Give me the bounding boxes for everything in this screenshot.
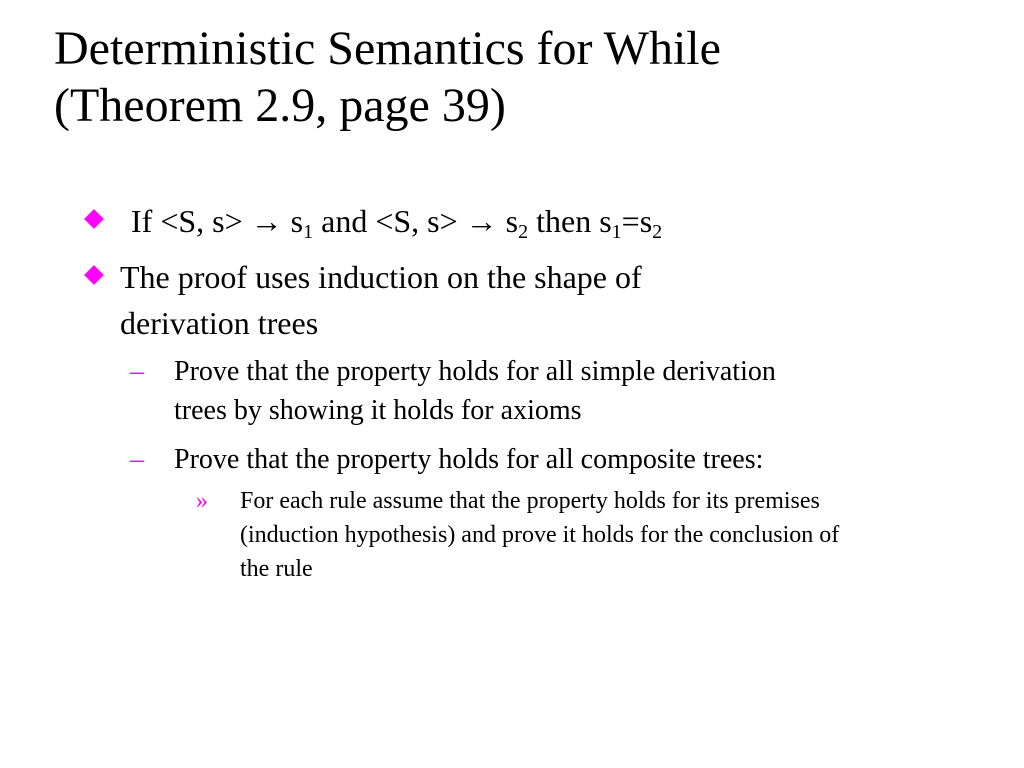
slide-title-line-2: (Theorem 2.9, page 39) [54, 79, 506, 132]
bullet-text-line: derivation trees [120, 305, 319, 341]
formula-part-1: If <S, s> → s [131, 203, 304, 239]
diamond-bullet-icon [84, 265, 104, 285]
formula-subscript-2: 2 [518, 221, 529, 243]
slide-title-line-1: Deterministic Semantics for While [54, 22, 721, 75]
dash-bullet-icon: – [130, 356, 144, 387]
dash-bullet-icon: – [130, 444, 144, 475]
formula-subscript-4: 2 [652, 221, 663, 243]
bullet-text-line: The proof uses induction on the shape of [120, 259, 642, 295]
proof-steps-list [120, 352, 982, 586]
diamond-bullet-icon [84, 209, 104, 229]
theorem-formula [131, 198, 982, 244]
formula-part-2: and <S, s> → s [313, 203, 519, 239]
composite-details-list [174, 484, 982, 586]
formula-subscript-1: 1 [303, 221, 314, 243]
bullet-proof-method [82, 254, 982, 586]
proof-step-composite [130, 440, 982, 586]
detail-text-line: (induction hypothesis) and prove it holds for the conclusion of [240, 522, 840, 548]
bullet-list [82, 198, 982, 596]
double-chevron-bullet-icon: » [196, 488, 208, 514]
formula-part-4: =s [621, 203, 653, 239]
sub-bullet-text-line: Prove that the property holds for all composite trees: [174, 444, 764, 475]
proof-step-axioms [130, 352, 982, 430]
slide-title [54, 20, 994, 134]
detail-text-line: For each rule assume that the property holds for its premises [240, 488, 820, 514]
sub-bullet-text-line: Prove that the property holds for all simple derivation [174, 356, 776, 387]
detail-text-line: the rule [240, 556, 313, 582]
sub-bullet-text-line: trees by showing it holds for axioms [174, 395, 582, 426]
bullet-theorem-statement [82, 198, 982, 244]
formula-part-3: then s [528, 203, 612, 239]
rule-induction-detail [196, 484, 982, 586]
formula-subscript-3: 1 [611, 221, 622, 243]
